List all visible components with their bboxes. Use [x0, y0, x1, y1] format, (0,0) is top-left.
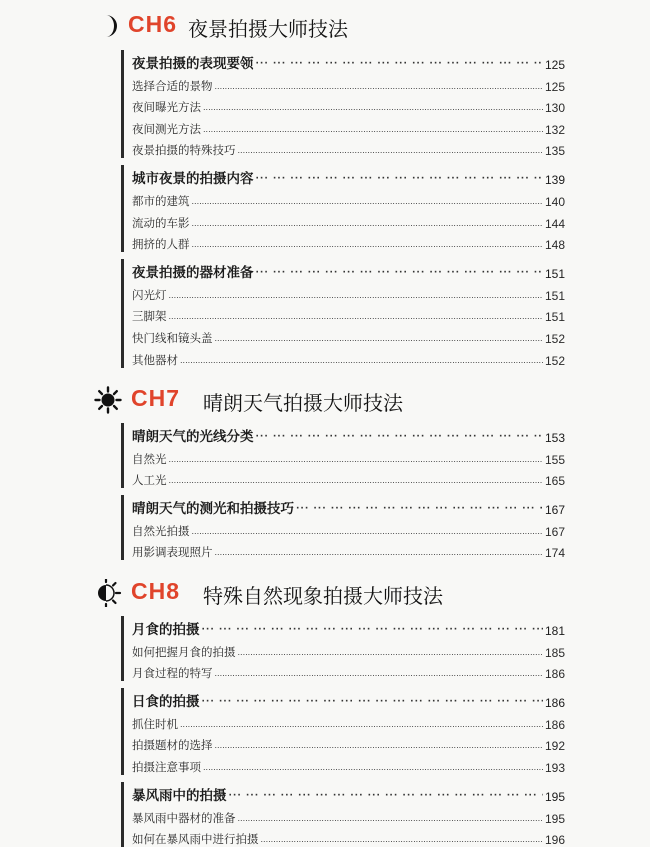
- toc-item-row[interactable]: [132, 231, 565, 253]
- chapter-ch7: [0, 382, 650, 560]
- toc-heading-row[interactable]: [132, 165, 565, 187]
- page-number: 140: [544, 194, 565, 209]
- toc-item-row[interactable]: [132, 826, 565, 847]
- page-number: 125: [544, 58, 565, 72]
- page-number: 139: [544, 173, 565, 188]
- page-number: 152: [544, 331, 565, 346]
- leader-dots: [256, 432, 543, 445]
- page-number: 196: [544, 833, 565, 847]
- leader-dots: [203, 103, 543, 115]
- chapter-code: CH6: [128, 11, 178, 37]
- section-group: [121, 688, 565, 775]
- toc-heading-row[interactable]: [132, 616, 565, 638]
- toc-item-row[interactable]: [132, 660, 565, 682]
- eclipse-icon: [93, 579, 121, 607]
- leader-dots: [215, 82, 543, 94]
- leader-dots: [256, 59, 543, 72]
- leader-dots: [238, 146, 543, 158]
- item-label: 抓住时机: [132, 716, 178, 731]
- toc-item-row[interactable]: [132, 137, 565, 159]
- toc-item-row[interactable]: [132, 94, 565, 116]
- section-group: [121, 616, 565, 681]
- section-group: [121, 50, 565, 158]
- leader-dots: [192, 240, 543, 252]
- leader-dots: [192, 527, 543, 539]
- section-title: 月食的拍摄: [132, 622, 200, 638]
- page-number: 151: [544, 310, 565, 325]
- leader-dots: [169, 291, 543, 303]
- chapter-ch6: [0, 8, 650, 368]
- chapter-code: CH8: [131, 578, 181, 604]
- leader-dots: [215, 334, 543, 346]
- item-label: 夜间曝光方法: [132, 100, 201, 115]
- section-title: 夜景拍摄的器材准备: [132, 265, 254, 282]
- item-label: 如何在暴风雨中进行拍摄: [132, 832, 259, 847]
- toc-item-row[interactable]: [132, 804, 565, 826]
- section-group: [121, 165, 565, 252]
- section-group: [121, 782, 565, 847]
- item-label: 夜景拍摄的特殊技巧: [132, 143, 236, 158]
- item-label: 用影调表现照片: [132, 545, 213, 560]
- toc-item-row[interactable]: [132, 209, 565, 231]
- leader-dots: [256, 268, 543, 281]
- page-number: 144: [544, 216, 565, 231]
- item-label: 夜间测光方法: [132, 121, 201, 136]
- toc-item-row[interactable]: [132, 539, 565, 561]
- chapter-title: 特殊自然现象拍摄大师技法: [203, 584, 443, 608]
- toc-item-row[interactable]: [132, 303, 565, 325]
- item-label: 快门线和镜头盖: [132, 330, 213, 345]
- chapter-ch8: [0, 575, 650, 847]
- page-number: 193: [544, 760, 565, 775]
- page-number: 151: [544, 267, 565, 282]
- section-group: [121, 259, 565, 367]
- leader-dots: [203, 125, 543, 137]
- page-number: 125: [544, 79, 565, 94]
- page-number: 181: [544, 624, 565, 638]
- page-number: 192: [544, 739, 565, 754]
- sun-icon: [94, 386, 122, 414]
- chapter-title: 夜景拍摄大师技法: [188, 17, 348, 41]
- page-number: 152: [544, 353, 565, 368]
- section-title: 暴风雨中的拍摄: [132, 787, 227, 804]
- toc-heading-row[interactable]: [132, 50, 565, 72]
- item-label: 都市的建筑: [132, 193, 190, 208]
- page-number: 165: [544, 474, 565, 489]
- leader-dots: [180, 356, 543, 368]
- leader-dots: [238, 648, 543, 660]
- item-label: 自然光拍摄: [132, 523, 190, 538]
- toc-heading-row[interactable]: [132, 495, 565, 517]
- page-number: 151: [544, 288, 565, 303]
- page-number: 167: [544, 503, 565, 518]
- section-title: 晴朗天气的测光和拍摄技巧: [132, 501, 294, 518]
- toc-heading-row[interactable]: [132, 688, 565, 710]
- leader-dots: [215, 741, 543, 753]
- leader-dots: [202, 697, 543, 710]
- item-label: 拥挤的人群: [132, 237, 190, 252]
- toc-item-row[interactable]: [132, 517, 565, 539]
- leader-dots: [261, 835, 543, 847]
- chapter-code: CH7: [131, 385, 181, 411]
- leader-dots: [203, 763, 543, 775]
- item-label: 如何把握月食的拍摄: [132, 644, 236, 659]
- item-label: 拍摄题材的选择: [132, 738, 213, 753]
- item-label: 其他器材: [132, 352, 178, 367]
- section-title: 城市夜景的拍摄内容: [132, 171, 254, 188]
- item-label: 拍摄注意事项: [132, 759, 201, 774]
- crescent-moon-icon: [96, 12, 124, 40]
- leader-dots: [169, 476, 543, 488]
- chapter-header: [0, 575, 650, 611]
- item-label: 自然光: [132, 451, 167, 466]
- section-group: [121, 495, 565, 560]
- section-title: 日食的拍摄: [132, 694, 200, 711]
- page-number: 153: [544, 431, 565, 445]
- page-number: 195: [544, 811, 565, 826]
- toc-item-row[interactable]: [132, 324, 565, 346]
- section-group: [121, 423, 565, 488]
- page-number: 174: [544, 546, 565, 561]
- toc-item-row[interactable]: [132, 115, 565, 137]
- item-label: 三脚架: [132, 309, 167, 324]
- page-number: 185: [544, 645, 565, 660]
- chapter-title: 晴朗天气拍摄大师技法: [203, 391, 403, 415]
- page-number: 132: [544, 122, 565, 137]
- leader-dots: [169, 312, 543, 324]
- leader-dots: [192, 219, 543, 231]
- leader-dots: [215, 669, 543, 681]
- toc-item-row[interactable]: [132, 346, 565, 368]
- item-label: 人工光: [132, 473, 167, 488]
- chapter-header: [0, 382, 650, 418]
- item-label: 暴风雨中器材的准备: [132, 810, 236, 825]
- toc-item-row[interactable]: [132, 467, 565, 489]
- leader-dots: [202, 625, 543, 638]
- toc-item-row[interactable]: [132, 753, 565, 775]
- page-number: 130: [544, 101, 565, 116]
- leader-dots: [169, 455, 543, 467]
- leader-dots: [215, 548, 543, 560]
- leader-dots: [192, 197, 543, 209]
- page-number: 167: [544, 524, 565, 539]
- leader-dots: [238, 814, 543, 826]
- leader-dots: [296, 504, 543, 517]
- page-number: 135: [544, 144, 565, 159]
- leader-dots: [256, 174, 543, 187]
- item-label: 流动的车影: [132, 215, 190, 230]
- toc-item-row[interactable]: [132, 187, 565, 209]
- page-number: 155: [544, 452, 565, 467]
- item-label: 闪光灯: [132, 287, 167, 302]
- leader-dots: [229, 791, 543, 804]
- toc-heading-row[interactable]: [132, 423, 565, 445]
- toc-heading-row[interactable]: [132, 782, 565, 804]
- toc-item-row[interactable]: [132, 638, 565, 660]
- item-label: 月食过程的特写: [132, 666, 213, 681]
- page-number: 186: [544, 696, 565, 711]
- toc-item-row[interactable]: [132, 710, 565, 732]
- section-title: 晴朗天气的光线分类: [132, 429, 254, 445]
- item-label: 选择合适的景物: [132, 78, 213, 93]
- toc-item-row[interactable]: [132, 281, 565, 303]
- page-number: 186: [544, 717, 565, 732]
- section-title: 夜景拍摄的表现要领: [132, 56, 254, 72]
- toc-item-row[interactable]: [132, 445, 565, 467]
- toc-item-row[interactable]: [132, 72, 565, 94]
- page-number: 148: [544, 238, 565, 253]
- toc-heading-row[interactable]: [132, 259, 565, 281]
- toc-item-row[interactable]: [132, 732, 565, 754]
- chapter-header: [0, 8, 650, 44]
- page-number: 186: [544, 667, 565, 682]
- page-number: 195: [544, 789, 565, 804]
- leader-dots: [180, 720, 543, 732]
